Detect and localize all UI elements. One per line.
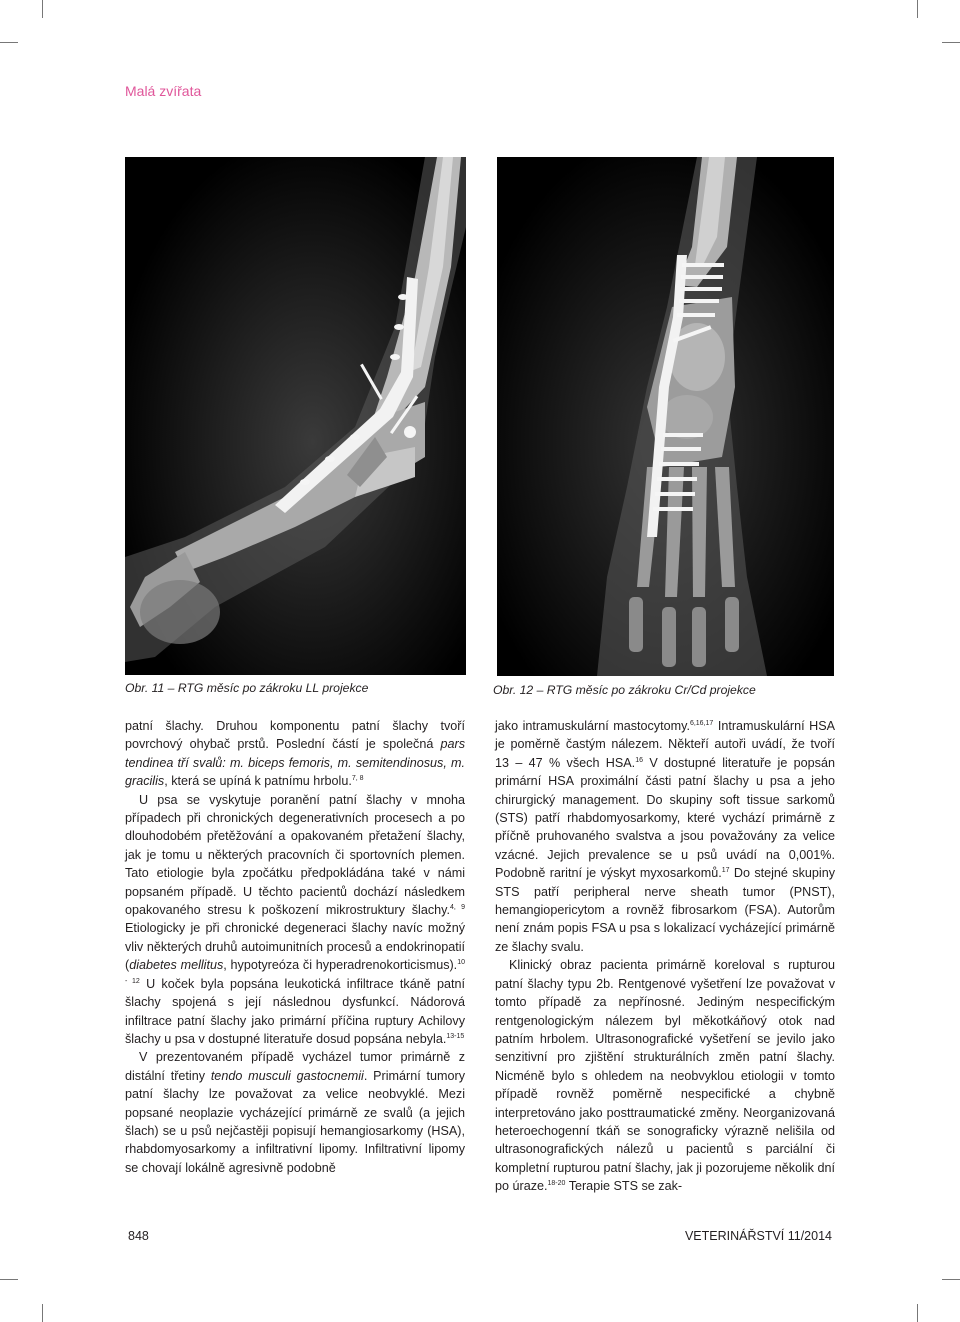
figure-caption-11: Obr. 11 – RTG měsíc po zákroku LL projekce bbox=[125, 681, 369, 695]
crop-mark bbox=[917, 0, 918, 18]
crop-mark bbox=[917, 1304, 918, 1322]
xray-image-craniocaudal bbox=[497, 157, 834, 676]
crop-mark bbox=[942, 1279, 960, 1280]
xray-image-lateral bbox=[125, 157, 466, 675]
paragraph: U psa se vyskytuje poranění patní šlachy v mnoha případech při chronických degenerativních procesech a po dlouhodobém přetěžování a opakovaném přetažení šlachy, jak je tomu u některých pracovních či sportovních plemen. Tato etiologie byla zpočátku předpokládána také v námi popsaném případě. U těchto pacientů dochází následkem opakovaného stresu k poškození mikrostruktury šlachy.$^{4, 9}$ Etiologicky je při chronické degeneraci šlachy navíc možný vliv některých druhů autoimunitních procesů a endokrinopatií (diabetes mellitus, hypotyreóza či hyperadrenokorticismus).$^{10 - 12}$ U koček byla popsána leukotická infiltrace tkáně patní šlachy spojená s její následnou dysfunkcí. Nádorová infiltrace patní šlachy jako primární příčina ruptury Achilovy šlachy u psa v dostupné literatuře dosud popsána nebyla.$^{13-15}$ bbox=[125, 792, 466, 1046]
figure-caption-12: Obr. 12 – RTG měsíc po zákroku Cr/Cd projekce bbox=[493, 683, 756, 697]
crop-mark bbox=[0, 1279, 18, 1280]
paragraph: patní šlachy. Druhou komponentu patní šlachy tvoří povrchový ohybač prstů. Poslední částí je společná pars tendinea tří svalů: m. biceps femoris, m. semitendinosus, m. gracilis, která se upíná k patnímu hrbolu.$^{7, 8}$ bbox=[125, 719, 465, 789]
crop-mark bbox=[942, 42, 960, 43]
crop-mark bbox=[42, 0, 43, 18]
left-column-text bbox=[125, 717, 465, 1177]
right-column-text bbox=[495, 717, 835, 1196]
crop-mark bbox=[42, 1304, 43, 1322]
section-title: Malá zvířata bbox=[125, 83, 202, 99]
journal-issue: VETERINÁŘSTVÍ 11/2014 bbox=[684, 1229, 832, 1243]
paragraph: Klinický obraz pacienta primárně koreloval s rupturou patní šlachy typu 2b. Rentgenové vyšetření lze považovat v tomto případě za nepřínosné. Jediným nespecifickým rentgenologickým nálezem byl měkotkáňový otok nad patním hrbolem. Ultrasonografické vyšetření se jevilo jako senzitivní pro zjištění strukturálních změn patní šlachy. Nicméně bylo s ohledem na neobvyklou etiologii v tomto případě rovněž poměrně nespecifické a chybně interpretováno jako posttraumatické změny. Neorganizovaná heteroechogenní tkáň se sonograficky výrazně nelišila od ultrasonografických nálezů u pacientů s parciální či kompletní rupturou patní šlachy, jak ji pozorujeme několik dní po úraze.$^{18-20}$ Terapie STS se zak- bbox=[495, 958, 835, 1194]
page-number: 848 bbox=[128, 1229, 149, 1243]
crop-mark bbox=[0, 42, 18, 43]
paragraph: jako intramuskulární mastocytomy.$^{6,16,17}$ Intramuskulární HSA je poměrně častým nálezem. Někteří autoři uvádí, že tvoří 13 – 47 % všech HSA.$^{16}$ V dostupné literatuře je popsán primární HSA proximální části patní šlachy u psa a jeho chirurgický management. Do skupiny soft tissue sarkomů (STS) patří rhabdomyosarkomy, které vychází primárně z příčně pruhovaného svalstva a jsou považovány za velice vzácné. Jejich prevalence se u psů uvádí na 0,001%. Podobně raritní je výskyt myxosarkomů.$^{17}$ Do stejné skupiny STS patří peripheral nerve sheath tumor (PNST), hemangiopericytom a rovněž fibrosarkom (FSA). Autorům není znám popis FSA u psa s lokalizací vycházející primárně ze šlachy svalu. bbox=[495, 719, 836, 954]
paragraph: V prezentovaném případě vycházel tumor primárně z distální třetiny tendo musculi gastocnemii. Primární tumory patní šlachy lze považovat za velice neobvyklé. Mezi popsané neoplazie vycházející primárně ze svalů (a jejich šlach) se u psů nejčastěji popisují hemangiosarkomy (HSA), rhabdomyosarkomy a infiltrativní lipomy. Infiltrativní lipomy se chovají lokálně agresivně podobně bbox=[125, 1050, 466, 1175]
